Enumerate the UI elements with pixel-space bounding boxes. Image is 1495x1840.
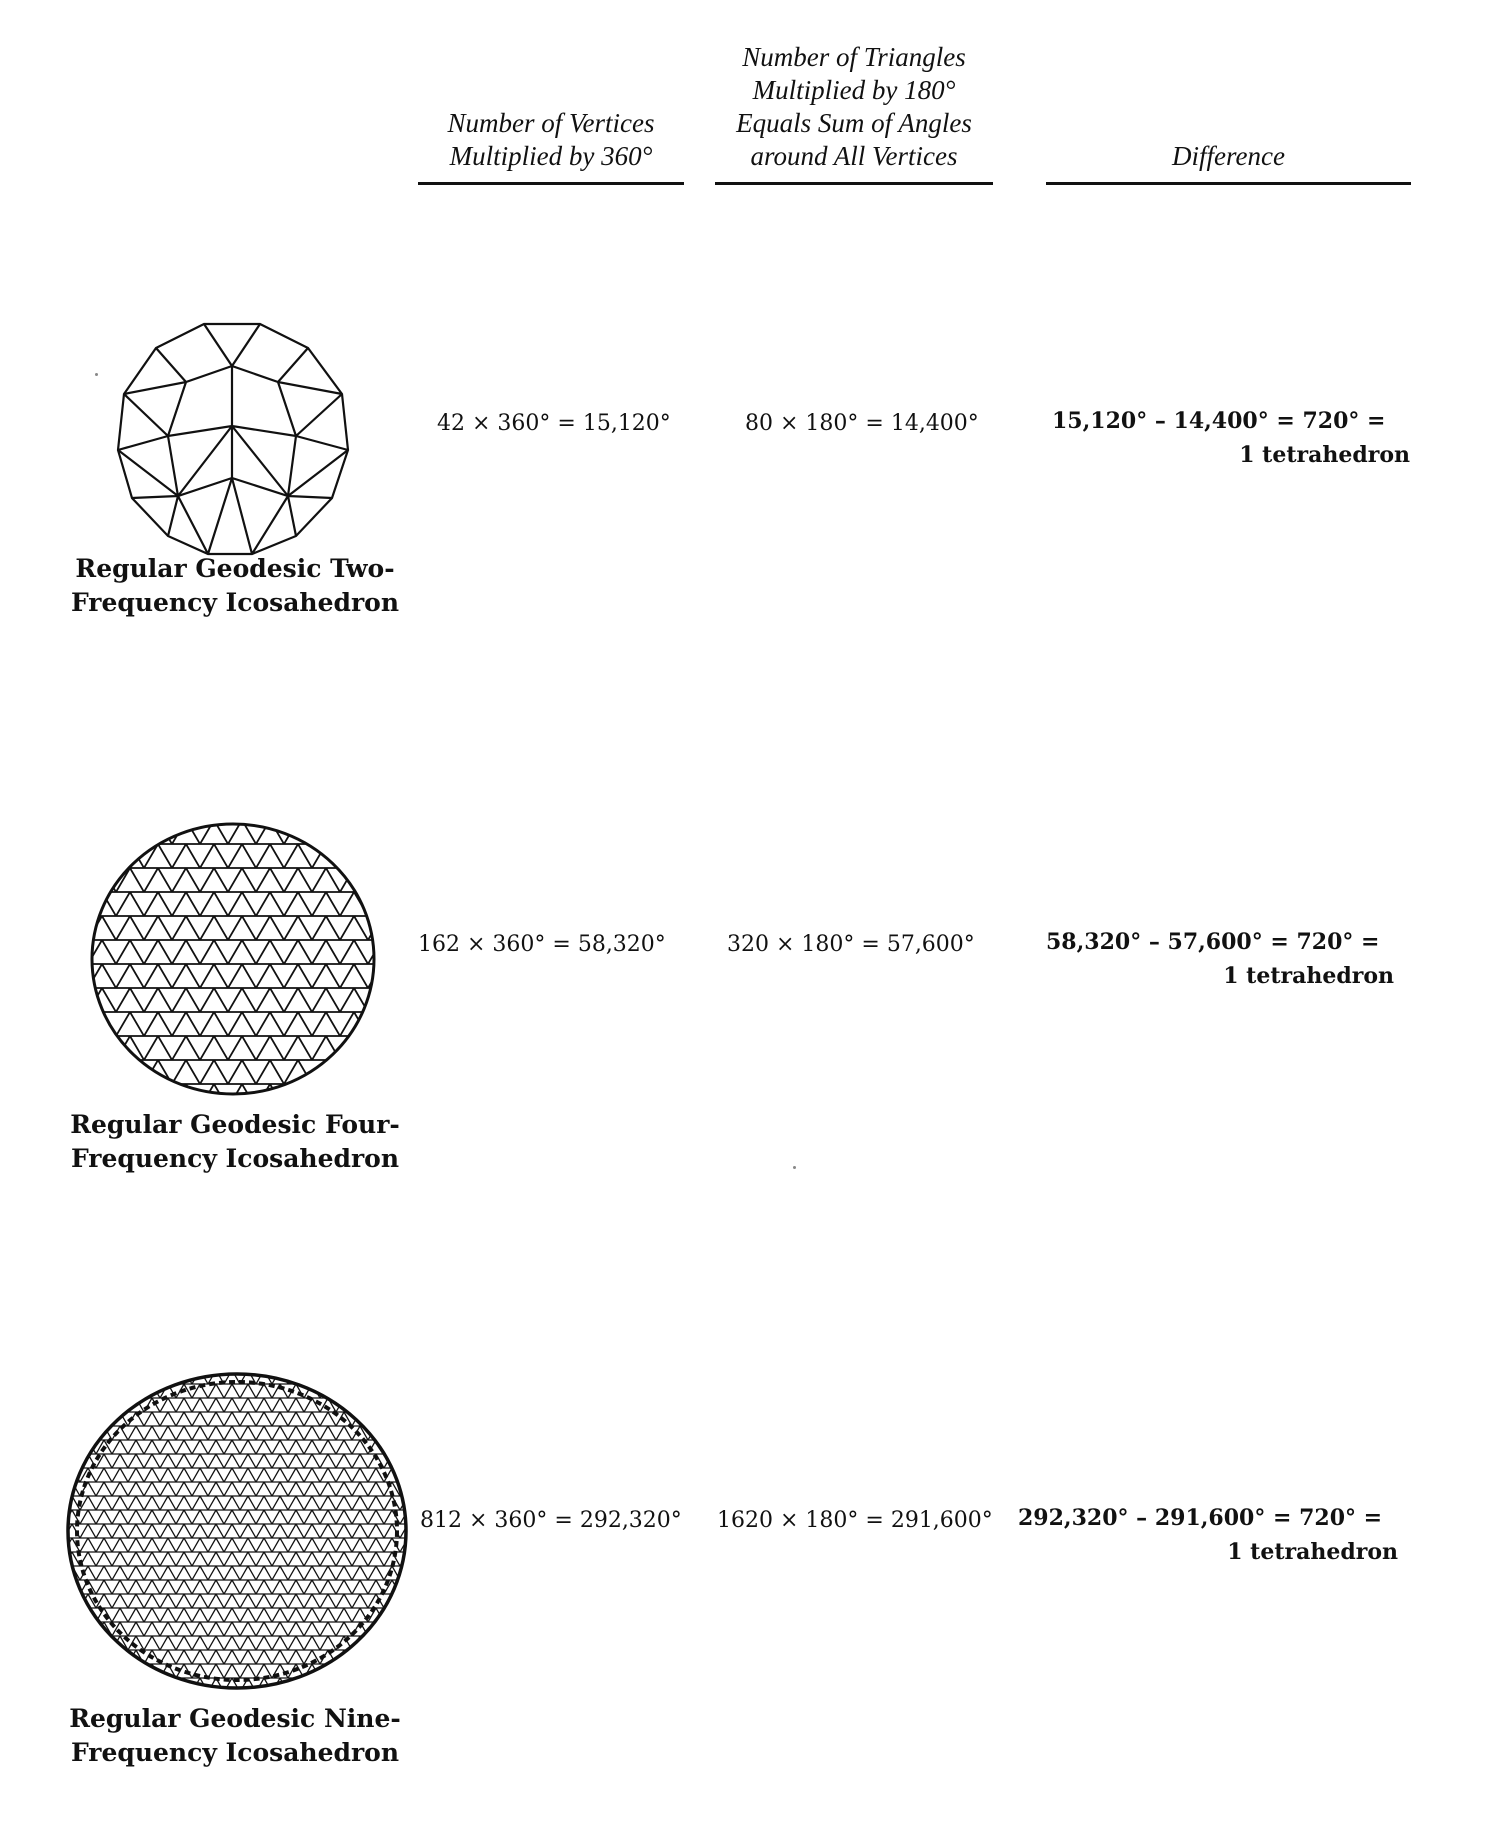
header-triangles-line-1: Number of Triangles [742,42,966,72]
header-triangles-line-2: Multiplied by 180° [752,75,956,105]
two-frequency-difference [1052,404,1410,472]
header-triangles [715,41,993,173]
two-frequency-triangles-value: 80 × 180° = 14,400° [745,411,979,436]
two-frequency-icosahedron-illustration [112,318,352,558]
header-vertices-line-2: Multiplied by 360° [449,141,653,171]
nine-frequency-vertices-value: 812 × 360° = 292,320° [420,1508,682,1533]
header-triangles-line-3: Equals Sum of Angles [736,108,972,138]
header-vertices-line-1: Number of Vertices [447,108,655,138]
four-frequency-caption-line-2: Frequency Icosahedron [70,1144,400,1173]
four-frequency-icosahedron-illustration [88,820,378,1098]
two-frequency-vertices-value: 42 × 360° = 15,120° [437,411,671,436]
four-frequency-difference-line-1: 58,320° – 57,600° = 720° = [1046,929,1380,955]
two-frequency-difference-line-2: 1 tetrahedron [1239,442,1410,468]
nine-frequency-caption-line-2: Frequency Icosahedron [70,1738,400,1767]
four-frequency-vertices-value: 162 × 360° = 58,320° [418,932,666,957]
two-frequency-caption-line-2: Frequency Icosahedron [70,588,400,617]
header-difference-line-1: Difference [1172,141,1285,171]
nine-frequency-difference-line-1: 292,320° – 291,600° = 720° = [1018,1505,1383,1531]
header-triangles-line-4: around All Vertices [750,141,958,171]
header-triangles-rule [715,182,993,185]
four-frequency-caption-line-1: Regular Geodesic Four- [70,1110,400,1139]
nine-frequency-triangles-value: 1620 × 180° = 291,600° [717,1508,993,1533]
header-difference [1046,140,1411,173]
nine-frequency-icosahedron-illustration [64,1370,410,1692]
nine-frequency-difference-line-2: 1 tetrahedron [1227,1539,1398,1565]
header-vertices [418,107,684,173]
nine-frequency-caption-line-1: Regular Geodesic Nine- [69,1704,401,1733]
four-frequency-difference-line-2: 1 tetrahedron [1223,963,1394,989]
two-frequency-difference-line-1: 15,120° – 14,400° = 720° = [1052,408,1386,434]
four-frequency-difference [1046,925,1394,993]
four-frequency-triangles-value: 320 × 180° = 57,600° [727,932,975,957]
four-frequency-caption [50,1108,420,1176]
two-frequency-caption-line-1: Regular Geodesic Two- [75,554,395,583]
print-speck [95,373,98,376]
header-vertices-rule [418,182,684,185]
nine-frequency-caption [50,1702,420,1770]
header-difference-rule [1046,182,1411,185]
nine-frequency-difference [1018,1501,1398,1569]
print-speck [793,1166,796,1169]
two-frequency-caption [50,552,420,620]
